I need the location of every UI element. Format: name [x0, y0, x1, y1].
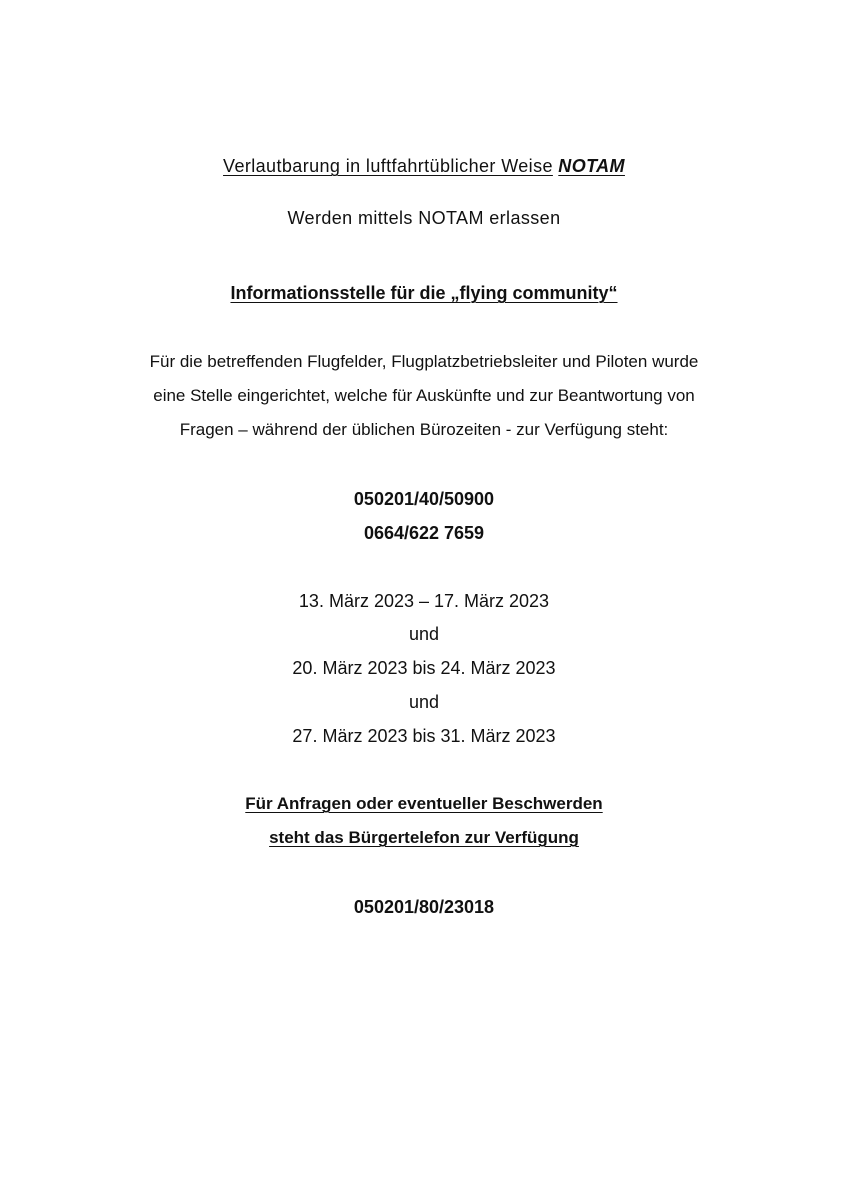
- paragraph-line-3: Fragen – während der üblichen Bürozeiten - zur Verfügung steht:: [179, 420, 669, 439]
- date-range-1: 13. März 2023 – 17. März 2023: [298, 591, 550, 611]
- and-text-1: und: [408, 624, 440, 644]
- complaints-line-1: [0, 792, 848, 816]
- notam-title: [0, 154, 848, 178]
- complaints-line-2: [0, 826, 848, 850]
- phone-number-1: 050201/40/50900: [353, 489, 495, 509]
- title-notam: NOTAM: [558, 156, 625, 176]
- paragraph-line-2: eine Stelle eingerichtet, welche für Auskünfte und zur Beantwortung von: [153, 386, 695, 405]
- and-text-2: und: [408, 692, 440, 712]
- phone-number-2: 0664/622 7659: [363, 523, 485, 543]
- subtitle: Werden mittels NOTAM erlassen: [287, 208, 561, 228]
- citizen-phone-number: 050201/80/23018: [353, 897, 495, 917]
- complaints-line-2-text: steht das Bürgertelefon zur Verfügung: [269, 828, 579, 847]
- title-main: Verlautbarung in luftfahrtüblicher Weise: [223, 156, 553, 176]
- info-heading-text: Informationsstelle für die „flying community“: [230, 283, 618, 303]
- complaints-line-1-text: Für Anfragen oder eventueller Beschwerden: [245, 794, 603, 813]
- date-range-3: 27. März 2023 bis 31. März 2023: [292, 726, 556, 746]
- info-heading: [0, 281, 848, 305]
- date-range-2: 20. März 2023 bis 24. März 2023: [292, 658, 556, 678]
- paragraph-line-1: Für die betreffenden Flugfelder, Flugplatzbetriebsleiter und Piloten wurde: [149, 352, 699, 371]
